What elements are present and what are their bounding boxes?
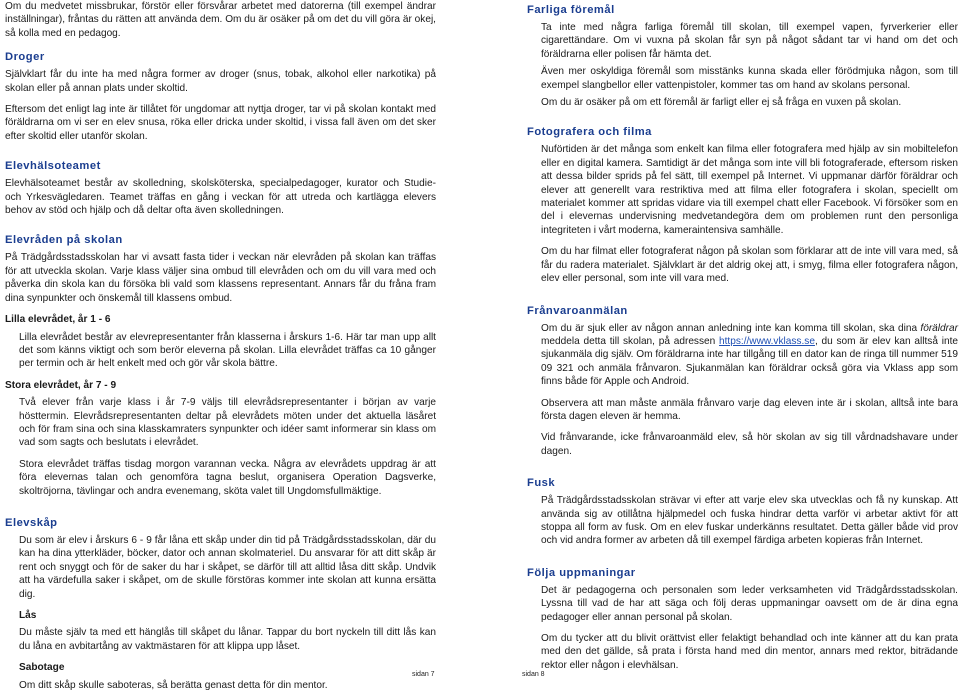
right-page (527, 0, 958, 672)
heading-droger: Droger (5, 51, 45, 64)
farliga-paragraph-1: Ta inte med några farliga föremål till skolan, till exempel vapen, fyrverkerier eller cigarettändare. Om vi vuxna på skolan får syn på något sådant tar vi hand om det och föräldrarna eller polisen får hämta det. (541, 22, 958, 60)
lilla-elevradet-title: Lilla elevrådet, år 1 - 6 (5, 314, 111, 326)
stora-elevradet-paragraph-2: Stora elevrådet träffas tisdag morgon varannan vecka. Några av elevrådets uppdrag är att föra elevernas talan och genomföra tagna beslut, organisera Operation Dagsverke, skoltröjorna, tävlingar och andra evenemang, sköta valet till Ungdomsfullmäktige. (19, 458, 436, 497)
folja-paragraph-1: Det är pedagogerna och personalen som leder verksamheten vid Trädgårdsstadsskolan. Lyssna till vad de har att säga och följ deras uppmaningar oavsett om de är dina egna pedagoger eller annan personal på skolan. (541, 584, 958, 623)
heading-fotografera: Fotografera och filma (527, 126, 652, 139)
droger-paragraph-1: Självklart får du inte ha med några former av droger (snus, tobak, alkohol eller narkotika) på skolan eller på annan plats under skoltid. (5, 69, 436, 94)
heading-elevraden: Elevråden på skolan (5, 234, 123, 247)
heading-farliga-foremal: Farliga föremål (527, 4, 615, 16)
page-number-left: sidan 7 (412, 671, 435, 678)
heading-fusk: Fusk (527, 477, 556, 490)
heading-franvaroanmalan: Frånvaroanmälan (527, 304, 628, 317)
left-page (5, 0, 436, 692)
intro-paragraph: Om du medvetet missbrukar, förstör eller försvårar arbetet med datorerna (till exempel ändrar inställningar), fråntas du rätten att använda dem. Om du är osäker på om det du vill göra är okej, så kolla med en pedagog. (5, 1, 436, 39)
franvaro-paragraph-2: Observera att man måste anmäla frånvaro varje dag eleven inte är i skolan, alltså inte bara första dagen eleven är hemma. (541, 397, 958, 422)
sabotage-title: Sabotage (19, 662, 65, 674)
franvaro-text-3: , du som är elev kan alltså inte sjukanmäla dig själv. Om föräldrarna inte har tillgång till en dator kan de ringa till nummer 519 09 321 och anmäla frånvaron. Sjukanmälan kan föräldrar också göra via Vklass app som finns både för Apple och Android. (541, 335, 958, 388)
franvaro-text-1: Om du är sjuk eller av någon annan anledning inte kan komma till skolan, ska dina (541, 322, 921, 334)
sabotage-paragraph: Om ditt skåp skulle saboteras, så berätta genast detta för din mentor. (19, 679, 328, 691)
franvaro-text-2: meddela detta till skolan, på adressen (541, 335, 720, 347)
elevraden-paragraph: På Trädgårdsstadsskolan har vi avsatt fasta tider i veckan när elevråden på skolan kan träffas för att utveckla skolan. Varje klass väljer sina ombud till elevråden och om du vill vara med och påverka din skola kan du försöka bli vald som klassens representant. Annars får du fråna fram dina synpunkter och önskemål till klassens ombud. (5, 252, 436, 304)
las-paragraph: Du måste själv ta med ett hänglås till skåpet du lånar. Tappar du bort nyckeln till ditt lås kan du låna en avbitartång av vaktmästaren för att klippa upp låset. (19, 627, 436, 652)
elevhalsoteamet-paragraph: Elevhälsoteamet består av skolledning, skolsköterska, specialpedagoger, kurator och Studie- och Yrkesvägledaren. Teamet träffas en gång i veckan för att utreda och kartlägga elevers behov av stöd och hjälp och då deltar ofta även skolledningen. (5, 178, 436, 217)
farliga-paragraph-2: Även mer oskyldiga föremål som misstänks kunna skada eller förödmjuka någon, som till exempel slangbellor eller vattenpistoler, kommer tas om hand av skolans personal. (541, 66, 958, 91)
franvaro-paragraph-1 (527, 322, 958, 389)
heading-elevskap: Elevskåp (5, 516, 58, 529)
elevskap-paragraph: Du som är elev i årskurs 6 - 9 får låna ett skåp under din tid på Trädgårdsstadsskolan, där du kan ha dina ytterkläder, böcker, dator och annan skolmateriel. Du ansvarar för att ditt skåp är rent och snyggt och för de saker du har i skåpet, se därför till att alltid låsa ditt skåp. Undvik att ha värdefulla saker i skåpet, om de skulle förstöras kommer inte skolan att kunna ersätta dig. (19, 534, 436, 600)
heading-folja-uppmaningar: Följa uppmaningar (527, 566, 636, 579)
franvaro-italic: föräldrar (920, 322, 958, 334)
franvaro-paragraph-3: Vid frånvarande, icke frånvaroanmäld elev, så hör skolan av sig till vårdnadshavare under dagen. (541, 432, 958, 457)
fotografera-paragraph-2: Om du har filmat eller fotograferat någon på skolan som förklarar att de inte vill vara med, så får du radera materialet. Självklart är det aldrig okej att, i smyg, filma eller fotografera någon, elev eller personal, som inte vill vara med. (541, 246, 958, 285)
page-number-right: sidan 8 (522, 671, 545, 678)
fusk-paragraph: På Trädgårdsstadsskolan strävar vi efter att varje elev ska utvecklas och få ny kunskap. Att använda sig av otillåtna hjälpmedel och fuska hindrar detta varför vi arbetar aktivt för att stoppa all form av fusk. Om en elev fuskar underkänns resultatet. Detta gäller både vid prov och vid andra former av arbeten då till exempel färdiga arbeten kopieras från Internet. (541, 495, 958, 547)
las-title: Lås (19, 610, 37, 621)
stora-elevradet-title: Stora elevrådet, år 7 - 9 (5, 379, 117, 391)
fotografera-paragraph-1: Nuförtiden är det många som enkelt kan filma eller fotografera med hjälp av sin mobiltelefon eller en digital kamera. Samtidigt är det många som inte vill bli fotograferade, eftersom risken att dessa bilder sprids på fel sätt, till exempel på Internet. Vi uppmanar därför föräldrar och elever att generellt vara restriktiva med att filma eller fotografera i skolan, speciellt om materialet kommer att spridas vidare via till exempel chatt eller Facebook. Vi försöker som en del i elevernas undervisning medvetandegöra dem om problemen runt den personliga integriteten i vårt moderna, kameraintensiva samhälle. (541, 144, 958, 236)
lilla-elevradet-paragraph: Lilla elevrådet består av elevrepresentanter från klasserna i årskurs 1-6. Här tar man upp allt det som känns viktigt och som berör eleverna på skolan. Lilla elevrådet träffas ca 10 gånger per termin och är helt enkelt med och gör vår skola bättre. (19, 331, 436, 370)
folja-paragraph-2: Om du tycker att du blivit orättvist eller felaktigt behandlad och inte känner att du kan prata med den det gällde, så prata i första hand med din mentor, annars med rektor, biträdande rektor eller någon i elevhälsan. (541, 633, 958, 671)
stora-elevradet-paragraph-1: Två elever från varje klass i år 7-9 väljs till elevrådsrepresentanter i början av varje hösttermin. Elevrådsrepresentanten deltar på elevrådets möten under det aktuella läsåret och för fram sina och sina klasskamraters synpunkter och idéer samt informerar sin klass om vad som sagts och beslutats i elevrådet. (19, 397, 436, 449)
farliga-paragraph-3: Om du är osäker på om ett föremål är farligt eller ej så fråga en vuxen på skolan. (541, 97, 902, 109)
heading-elevhalsoteamet: Elevhälsoteamet (5, 160, 101, 173)
droger-paragraph-2: Eftersom det enligt lag inte är tillåtet för ungdomar att nyttja droger, tar vi på skolan kontakt med föräldrarna om vi ser en elev snusa, röka eller dricka under skoltid, i vissa fall även om det sker efter skoltid eller utanför skolan. (5, 104, 436, 142)
vklass-link[interactable]: https://www.vklass.se (719, 335, 815, 347)
